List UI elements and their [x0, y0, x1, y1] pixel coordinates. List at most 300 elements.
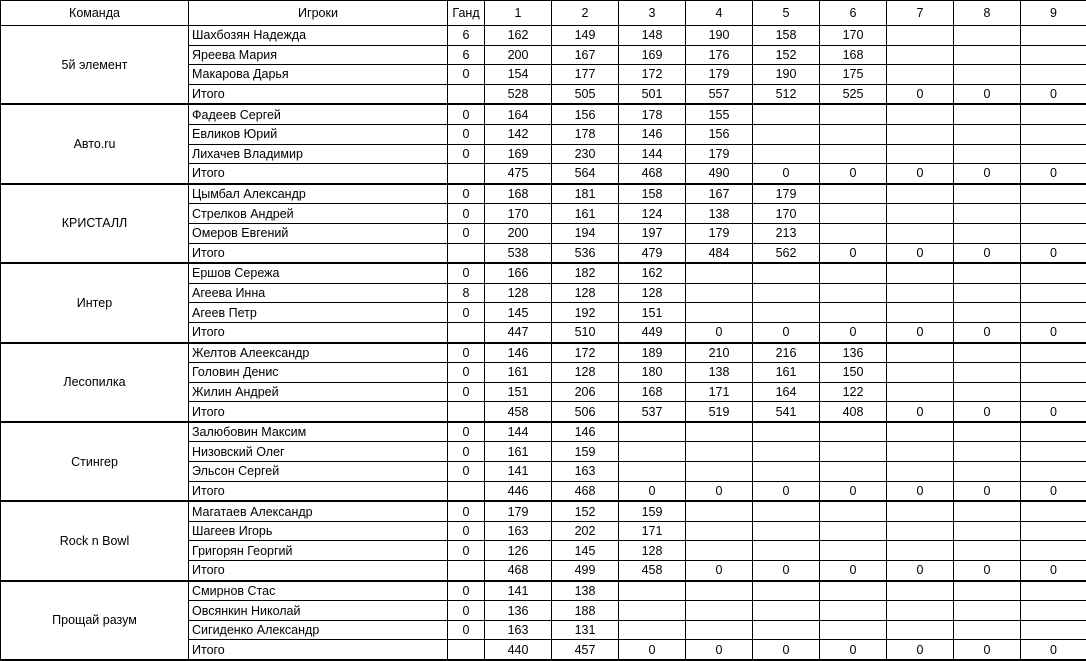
total-cell: 501 — [619, 84, 686, 104]
total-cell: 468 — [619, 164, 686, 184]
score-cell: 163 — [485, 620, 552, 640]
score-cell — [753, 104, 820, 124]
total-label: Итого — [189, 243, 448, 263]
total-cell: 0 — [1021, 481, 1086, 501]
score-cell — [887, 343, 954, 363]
total-cell: 0 — [686, 640, 753, 660]
score-cell — [1021, 263, 1086, 283]
score-cell — [954, 541, 1021, 561]
player-name: Агеева Инна — [189, 283, 448, 303]
total-cell: 0 — [1021, 164, 1086, 184]
player-name: Агеев Петр — [189, 303, 448, 323]
score-cell — [887, 382, 954, 402]
total-cell: 479 — [619, 243, 686, 263]
score-cell — [887, 620, 954, 640]
total-cell: 0 — [954, 481, 1021, 501]
score-cell — [753, 263, 820, 283]
score-cell: 167 — [686, 184, 753, 204]
player-name: Низовский Олег — [189, 442, 448, 462]
player-name: Магатаев Александр — [189, 501, 448, 521]
total-cell: 0 — [887, 561, 954, 581]
score-cell: 136 — [485, 601, 552, 621]
score-cell: 128 — [552, 363, 619, 383]
handicap-cell: 0 — [448, 343, 485, 363]
player-row — [1, 581, 1086, 601]
score-cell — [1021, 204, 1086, 224]
score-cell — [887, 263, 954, 283]
handicap-cell — [448, 481, 485, 501]
score-cell: 158 — [619, 184, 686, 204]
handicap-cell — [448, 243, 485, 263]
total-cell: 0 — [887, 164, 954, 184]
column-header: 6 — [820, 1, 887, 26]
score-cell — [954, 223, 1021, 243]
total-cell: 0 — [954, 243, 1021, 263]
total-cell: 0 — [686, 322, 753, 342]
handicap-cell: 6 — [448, 26, 485, 46]
score-cell — [954, 263, 1021, 283]
score-cell — [954, 65, 1021, 85]
score-cell — [887, 184, 954, 204]
score-cell — [1021, 422, 1086, 442]
score-cell: 136 — [820, 343, 887, 363]
total-cell: 0 — [686, 561, 753, 581]
score-cell: 190 — [753, 65, 820, 85]
score-cell — [1021, 521, 1086, 541]
player-name: Лихачев Владимир — [189, 144, 448, 164]
score-cell — [887, 144, 954, 164]
team-name: 5й элемент — [1, 26, 189, 105]
score-cell: 154 — [485, 65, 552, 85]
score-cell: 180 — [619, 363, 686, 383]
score-cell: 163 — [485, 521, 552, 541]
total-cell: 0 — [1021, 322, 1086, 342]
handicap-cell: 0 — [448, 263, 485, 283]
score-cell — [887, 442, 954, 462]
score-cell — [686, 521, 753, 541]
score-cell: 164 — [485, 104, 552, 124]
score-cell: 145 — [485, 303, 552, 323]
score-cell — [887, 501, 954, 521]
total-cell: 0 — [753, 481, 820, 501]
score-cell — [619, 442, 686, 462]
total-cell: 564 — [552, 164, 619, 184]
player-name: Овсянкин Николай — [189, 601, 448, 621]
total-label: Итого — [189, 561, 448, 581]
score-cell — [1021, 104, 1086, 124]
score-cell: 170 — [820, 26, 887, 46]
score-cell — [820, 521, 887, 541]
total-cell: 0 — [619, 481, 686, 501]
score-cell: 188 — [552, 601, 619, 621]
score-cell — [954, 204, 1021, 224]
total-cell: 499 — [552, 561, 619, 581]
score-cell — [954, 124, 1021, 144]
score-cell — [887, 65, 954, 85]
score-cell — [954, 45, 1021, 65]
score-cell — [887, 363, 954, 383]
score-cell — [820, 204, 887, 224]
score-cell — [1021, 26, 1086, 46]
handicap-cell: 0 — [448, 382, 485, 402]
score-cell: 179 — [686, 144, 753, 164]
score-cell — [1021, 363, 1086, 383]
total-cell: 0 — [686, 481, 753, 501]
column-header: 8 — [954, 1, 1021, 26]
score-cell: 138 — [552, 581, 619, 601]
total-cell: 447 — [485, 322, 552, 342]
score-cell: 200 — [485, 45, 552, 65]
total-label: Итого — [189, 640, 448, 660]
score-cell — [820, 501, 887, 521]
total-cell: 0 — [1021, 561, 1086, 581]
score-cell: 171 — [619, 521, 686, 541]
total-cell: 490 — [686, 164, 753, 184]
score-cell — [686, 541, 753, 561]
score-cell: 175 — [820, 65, 887, 85]
score-cell: 206 — [552, 382, 619, 402]
score-cell: 162 — [619, 263, 686, 283]
score-cell: 141 — [485, 581, 552, 601]
score-cell: 168 — [820, 45, 887, 65]
score-cell — [887, 204, 954, 224]
score-cell — [954, 343, 1021, 363]
player-name: Сигиденко Александр — [189, 620, 448, 640]
handicap-cell — [448, 402, 485, 422]
total-cell: 0 — [1021, 640, 1086, 660]
score-cell — [954, 303, 1021, 323]
total-cell: 541 — [753, 402, 820, 422]
score-cell: 178 — [619, 104, 686, 124]
player-name: Шагеев Игорь — [189, 521, 448, 541]
score-cell: 213 — [753, 223, 820, 243]
score-cell: 167 — [552, 45, 619, 65]
total-cell: 0 — [619, 640, 686, 660]
handicap-cell: 0 — [448, 521, 485, 541]
score-cell — [619, 422, 686, 442]
score-cell — [686, 501, 753, 521]
total-cell: 536 — [552, 243, 619, 263]
score-cell — [619, 581, 686, 601]
total-cell: 512 — [753, 84, 820, 104]
score-cell — [954, 144, 1021, 164]
score-cell — [954, 501, 1021, 521]
player-name: Залюбовин Максим — [189, 422, 448, 442]
player-name: Шахбозян Надежда — [189, 26, 448, 46]
total-cell: 562 — [753, 243, 820, 263]
column-header: 7 — [887, 1, 954, 26]
score-cell — [954, 601, 1021, 621]
total-cell: 510 — [552, 322, 619, 342]
team-name: Стингер — [1, 422, 189, 501]
total-cell: 538 — [485, 243, 552, 263]
score-cell: 146 — [619, 124, 686, 144]
player-row — [1, 422, 1086, 442]
player-row — [1, 343, 1086, 363]
total-cell: 0 — [820, 243, 887, 263]
score-cell: 192 — [552, 303, 619, 323]
player-name: Головин Денис — [189, 363, 448, 383]
score-cell: 138 — [686, 363, 753, 383]
total-cell: 0 — [887, 402, 954, 422]
score-cell: 128 — [552, 283, 619, 303]
total-cell: 468 — [485, 561, 552, 581]
score-cell: 164 — [753, 382, 820, 402]
handicap-cell: 0 — [448, 363, 485, 383]
score-cell — [1021, 620, 1086, 640]
score-cell — [1021, 343, 1086, 363]
score-cell — [753, 620, 820, 640]
score-cell — [753, 501, 820, 521]
player-name: Евликов Юрий — [189, 124, 448, 144]
total-cell: 0 — [887, 322, 954, 342]
team-name: Авто.ru — [1, 104, 189, 183]
total-cell: 446 — [485, 481, 552, 501]
total-cell: 0 — [820, 481, 887, 501]
handicap-cell: 0 — [448, 144, 485, 164]
player-row — [1, 184, 1086, 204]
score-cell — [753, 283, 820, 303]
score-cell: 152 — [552, 501, 619, 521]
score-cell — [954, 581, 1021, 601]
score-cell: 177 — [552, 65, 619, 85]
handicap-cell: 0 — [448, 601, 485, 621]
score-cell — [753, 541, 820, 561]
score-cell — [619, 601, 686, 621]
total-cell: 0 — [954, 84, 1021, 104]
score-cell — [1021, 223, 1086, 243]
score-cell — [753, 144, 820, 164]
total-cell: 506 — [552, 402, 619, 422]
score-cell: 178 — [552, 124, 619, 144]
handicap-cell: 0 — [448, 65, 485, 85]
team-name: Rock n Bowl — [1, 501, 189, 580]
score-cell — [686, 283, 753, 303]
player-name: Фадеев Сергей — [189, 104, 448, 124]
score-cell — [820, 124, 887, 144]
total-cell: 0 — [887, 243, 954, 263]
score-cell: 202 — [552, 521, 619, 541]
score-cell — [887, 541, 954, 561]
score-cell — [1021, 601, 1086, 621]
total-cell: 0 — [887, 84, 954, 104]
score-cell: 162 — [485, 26, 552, 46]
team-name: Лесопилка — [1, 343, 189, 422]
score-cell: 179 — [686, 65, 753, 85]
score-cell: 166 — [485, 263, 552, 283]
score-cell — [686, 422, 753, 442]
score-cell: 151 — [619, 303, 686, 323]
score-cell — [686, 263, 753, 283]
column-header: Команда — [1, 1, 189, 26]
total-cell: 0 — [954, 640, 1021, 660]
score-cell: 161 — [485, 363, 552, 383]
column-header: 9 — [1021, 1, 1086, 26]
score-cell: 126 — [485, 541, 552, 561]
score-cell: 168 — [619, 382, 686, 402]
score-cell — [1021, 144, 1086, 164]
total-cell: 449 — [619, 322, 686, 342]
score-cell — [753, 303, 820, 323]
total-cell: 458 — [619, 561, 686, 581]
score-cell: 156 — [686, 124, 753, 144]
handicap-cell: 0 — [448, 422, 485, 442]
score-cell: 159 — [552, 442, 619, 462]
total-cell: 0 — [954, 561, 1021, 581]
score-cell — [1021, 184, 1086, 204]
score-cell — [820, 601, 887, 621]
handicap-cell: 0 — [448, 442, 485, 462]
column-header: 1 — [485, 1, 552, 26]
score-cell: 159 — [619, 501, 686, 521]
score-cell — [1021, 442, 1086, 462]
total-cell: 528 — [485, 84, 552, 104]
player-name: Желтов Алеександр — [189, 343, 448, 363]
score-cell — [887, 422, 954, 442]
player-name: Жилин Андрей — [189, 382, 448, 402]
total-cell: 0 — [820, 640, 887, 660]
handicap-cell — [448, 640, 485, 660]
total-cell: 0 — [1021, 402, 1086, 422]
score-cell: 122 — [820, 382, 887, 402]
score-cell — [820, 283, 887, 303]
score-cell: 182 — [552, 263, 619, 283]
score-cell: 144 — [619, 144, 686, 164]
score-cell: 197 — [619, 223, 686, 243]
column-header: 2 — [552, 1, 619, 26]
score-cell: 169 — [619, 45, 686, 65]
score-cell: 194 — [552, 223, 619, 243]
player-name: Эльсон Сергей — [189, 462, 448, 482]
handicap-cell — [448, 164, 485, 184]
total-cell: 0 — [820, 561, 887, 581]
score-cell — [887, 462, 954, 482]
total-cell: 0 — [753, 164, 820, 184]
score-cell — [954, 462, 1021, 482]
score-cell: 148 — [619, 26, 686, 46]
score-cell: 131 — [552, 620, 619, 640]
total-cell: 0 — [753, 640, 820, 660]
player-row — [1, 501, 1086, 521]
score-cell — [753, 442, 820, 462]
player-name: Стрелков Андрей — [189, 204, 448, 224]
total-cell: 0 — [753, 561, 820, 581]
score-cell: 158 — [753, 26, 820, 46]
score-cell: 156 — [552, 104, 619, 124]
score-cell — [887, 581, 954, 601]
score-cell: 144 — [485, 422, 552, 442]
score-cell — [1021, 283, 1086, 303]
handicap-cell: 6 — [448, 45, 485, 65]
score-cell — [887, 104, 954, 124]
score-cell — [820, 263, 887, 283]
score-cell — [820, 581, 887, 601]
total-cell: 519 — [686, 402, 753, 422]
total-cell: 408 — [820, 402, 887, 422]
score-cell — [1021, 501, 1086, 521]
total-cell: 0 — [954, 322, 1021, 342]
score-cell: 146 — [485, 343, 552, 363]
score-cell: 172 — [552, 343, 619, 363]
score-cell: 151 — [485, 382, 552, 402]
score-cell: 179 — [753, 184, 820, 204]
handicap-cell: 0 — [448, 620, 485, 640]
score-cell — [820, 422, 887, 442]
player-name: Ершов Сережа — [189, 263, 448, 283]
score-cell — [954, 422, 1021, 442]
score-cell: 155 — [686, 104, 753, 124]
header-row — [1, 1, 1086, 26]
score-cell: 142 — [485, 124, 552, 144]
score-cell — [954, 104, 1021, 124]
score-cell — [686, 442, 753, 462]
handicap-cell: 0 — [448, 223, 485, 243]
score-cell: 168 — [485, 184, 552, 204]
score-cell: 128 — [619, 283, 686, 303]
handicap-cell: 0 — [448, 462, 485, 482]
score-cell — [820, 303, 887, 323]
player-name: Смирнов Стас — [189, 581, 448, 601]
column-header: 3 — [619, 1, 686, 26]
total-cell: 0 — [954, 402, 1021, 422]
total-cell: 458 — [485, 402, 552, 422]
score-cell: 176 — [686, 45, 753, 65]
score-cell: 150 — [820, 363, 887, 383]
score-cell — [1021, 65, 1086, 85]
score-cell — [887, 26, 954, 46]
score-cell — [820, 541, 887, 561]
handicap-cell: 0 — [448, 104, 485, 124]
score-cell: 230 — [552, 144, 619, 164]
score-cell — [686, 620, 753, 640]
score-cell: 216 — [753, 343, 820, 363]
player-name: Омеров Евгений — [189, 223, 448, 243]
total-label: Итого — [189, 322, 448, 342]
score-cell — [887, 124, 954, 144]
score-cell — [954, 442, 1021, 462]
score-cell — [1021, 462, 1086, 482]
total-label: Итого — [189, 164, 448, 184]
player-row — [1, 104, 1086, 124]
score-cell: 163 — [552, 462, 619, 482]
total-label: Итого — [189, 84, 448, 104]
score-cell — [1021, 124, 1086, 144]
score-cell: 161 — [485, 442, 552, 462]
score-cell — [686, 601, 753, 621]
score-cell — [619, 462, 686, 482]
total-label: Итого — [189, 481, 448, 501]
score-cell: 172 — [619, 65, 686, 85]
score-cell: 190 — [686, 26, 753, 46]
score-cell — [686, 462, 753, 482]
score-cell: 138 — [686, 204, 753, 224]
player-name: Макарова Дарья — [189, 65, 448, 85]
total-cell: 0 — [820, 164, 887, 184]
score-cell: 161 — [753, 363, 820, 383]
column-header: Ганд — [448, 1, 485, 26]
handicap-cell — [448, 561, 485, 581]
player-row — [1, 26, 1086, 46]
score-cell — [753, 601, 820, 621]
score-cell — [686, 303, 753, 323]
score-cell: 170 — [753, 204, 820, 224]
total-cell: 525 — [820, 84, 887, 104]
column-header: Игроки — [189, 1, 448, 26]
score-cell: 141 — [485, 462, 552, 482]
handicap-cell: 0 — [448, 581, 485, 601]
score-cell — [887, 521, 954, 541]
score-cell — [753, 422, 820, 442]
